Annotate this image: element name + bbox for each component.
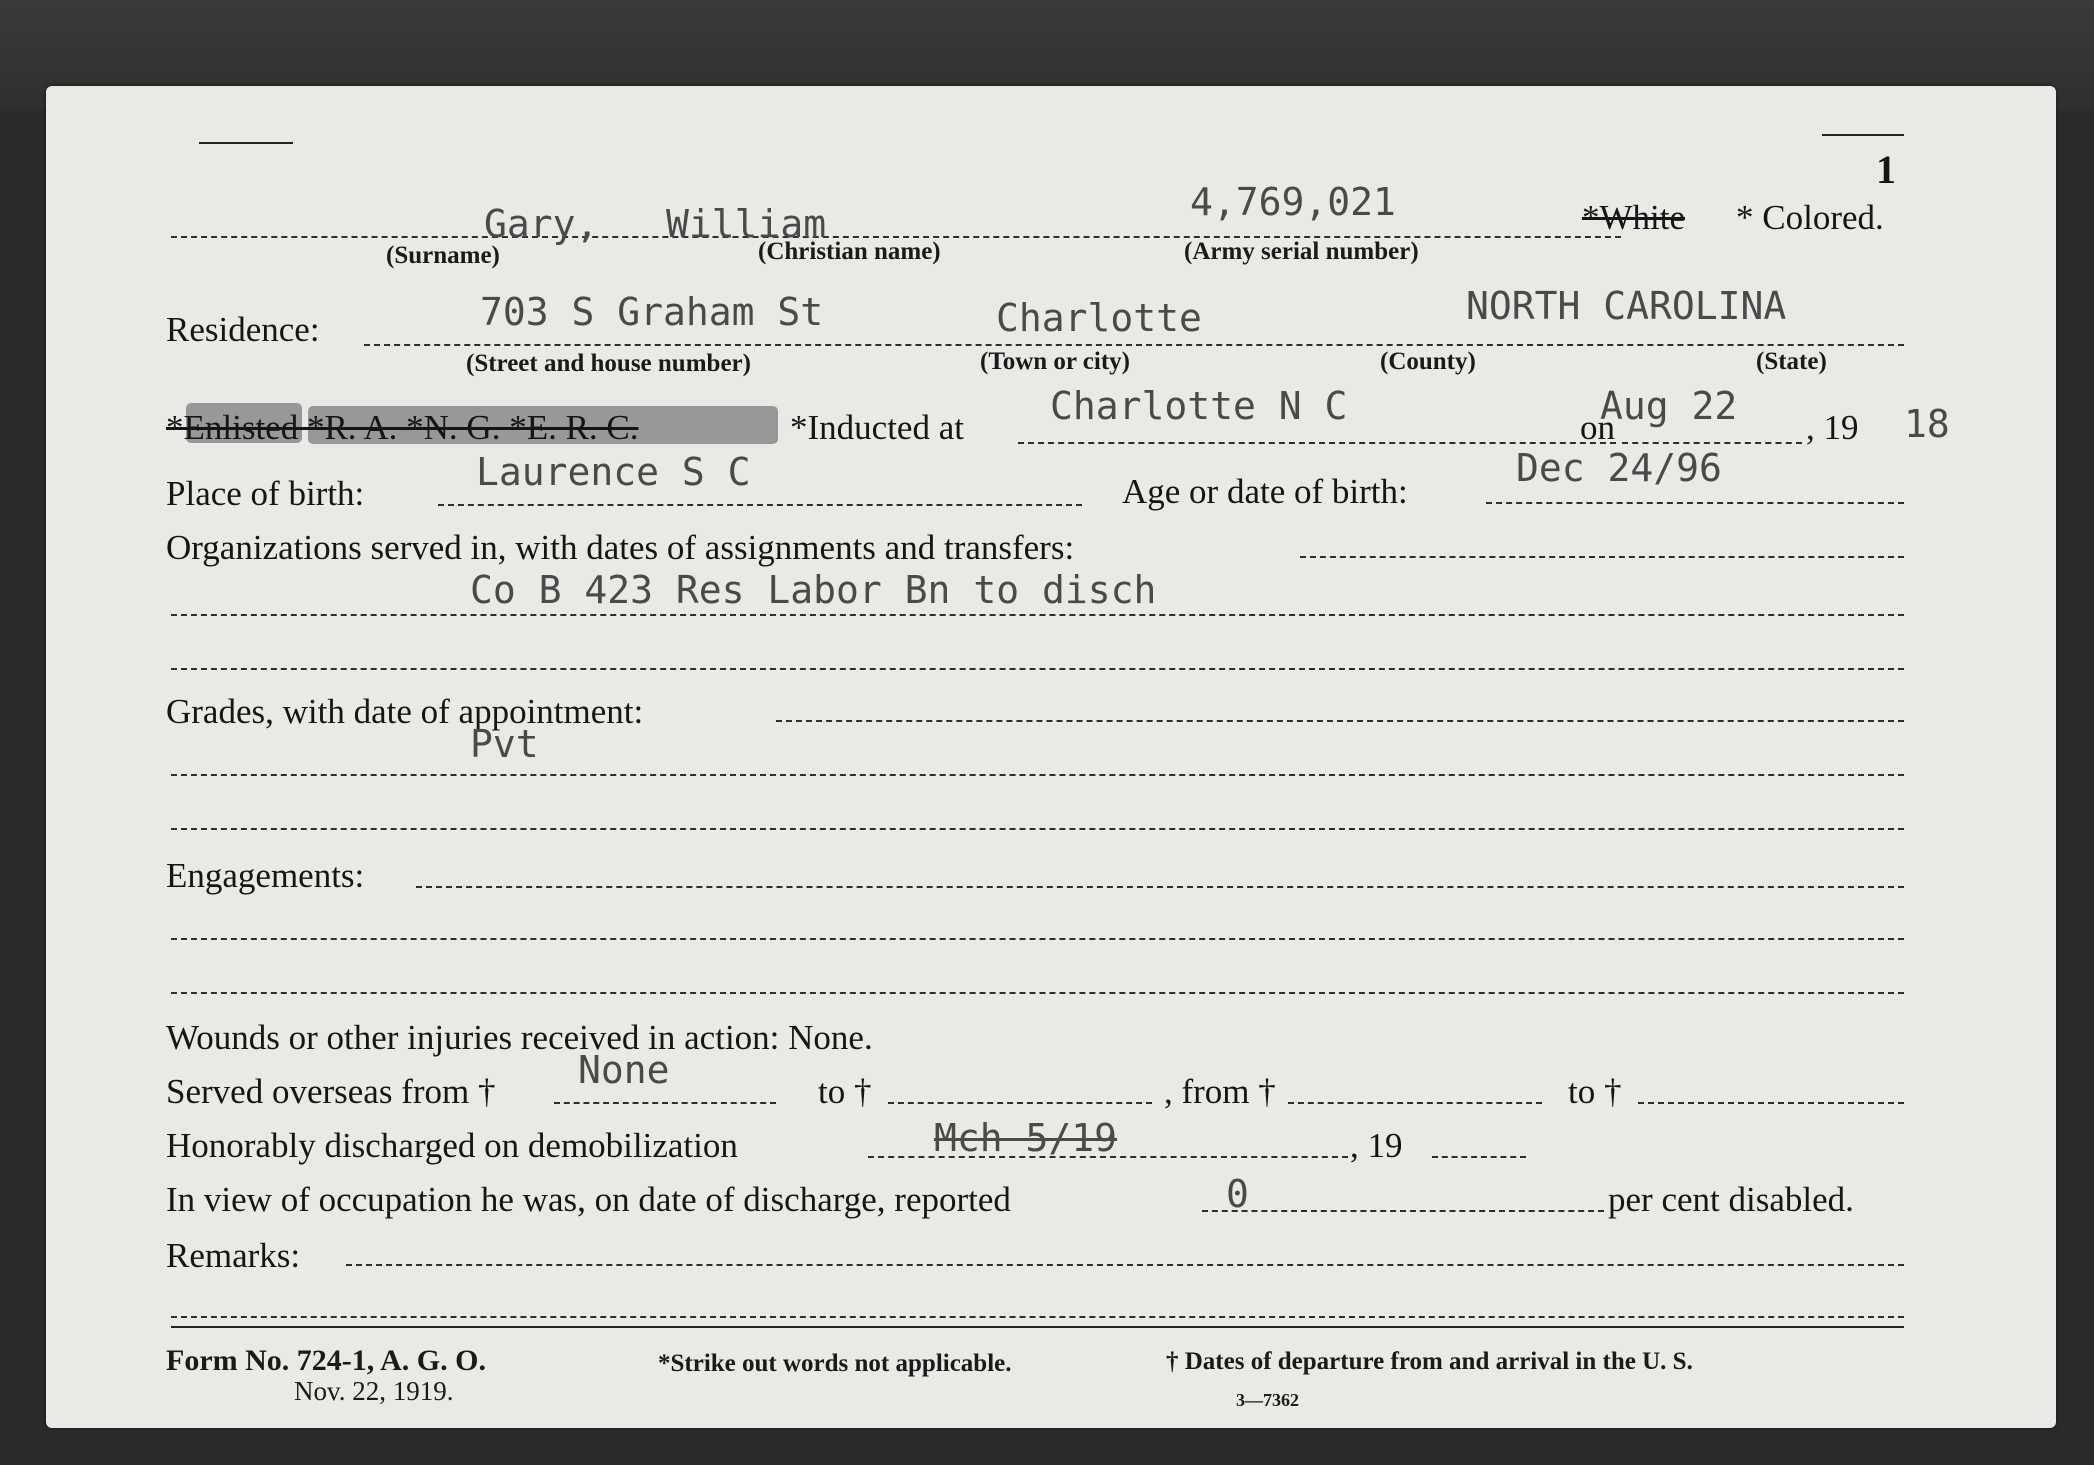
service-record-card <box>46 86 2056 1428</box>
grades-line-2 <box>171 774 1904 776</box>
enlisted-options-struck: *Enlisted *R. A. *N. G. *E. R. C. <box>166 408 639 447</box>
race-white-struck: *White <box>1582 198 1686 237</box>
overseas-from-line-2 <box>1288 1102 1542 1104</box>
town-value: Charlotte <box>996 296 1202 340</box>
engagements-line-1 <box>416 886 1904 888</box>
age-label: Age or date of birth: <box>1122 472 1408 511</box>
overseas-to-line-2 <box>1638 1102 1904 1104</box>
overseas-from-label: , from † <box>1164 1072 1276 1111</box>
occupation-label: In view of occupation he was, on date of discharge, reported <box>166 1180 1011 1219</box>
caption-serial-number: (Army serial number) <box>1184 238 1419 265</box>
caption-county: (County) <box>1380 348 1476 375</box>
race-colored: * Colored. <box>1736 198 1884 237</box>
card-number: 1 <box>1876 147 1896 192</box>
inducted-place-value: Charlotte N C <box>1050 384 1348 428</box>
age-value: Dec 24/96 <box>1516 446 1722 490</box>
discharge-label: Honorably discharged on demobilization <box>166 1126 738 1165</box>
birthplace-line <box>438 504 1082 506</box>
overseas-to-line <box>888 1102 1152 1104</box>
engagements-line-3 <box>171 992 1904 994</box>
surname-value: Gary, <box>484 202 599 246</box>
engagements-label: Engagements: <box>166 856 365 895</box>
inducted-date-line <box>1622 442 1802 444</box>
grades-line-3 <box>171 828 1904 830</box>
grades-label: Grades, with date of appointment: <box>166 692 644 731</box>
overseas-value: None <box>578 1048 670 1092</box>
birthplace-value: Laurence S C <box>476 450 751 494</box>
on-label: on <box>1580 408 1615 447</box>
form-number: Form No. 724-1, A. G. O. <box>166 1344 486 1377</box>
caption-state: (State) <box>1756 348 1827 375</box>
disabled-label: per cent disabled. <box>1608 1180 1854 1219</box>
caption-surname: (Surname) <box>386 242 500 269</box>
discharge-year-line <box>1432 1156 1526 1158</box>
inducted-year-value: 18 <box>1904 402 1950 446</box>
grades-line-1 <box>776 720 1904 722</box>
form-date: Nov. 22, 1919. <box>294 1376 454 1406</box>
organizations-line-3 <box>171 668 1904 670</box>
bottom-rule <box>171 1326 1904 1328</box>
state-value: NORTH CAROLINA <box>1466 284 1787 328</box>
street-value: 703 S Graham St <box>480 290 824 334</box>
organizations-value: Co B 423 Res Labor Bn to disch <box>470 568 1157 612</box>
wounds-label: Wounds or other injuries received in action: None. <box>166 1018 873 1057</box>
inducted-line <box>1018 442 1616 444</box>
serial-number-value: 4,769,021 <box>1190 180 1396 224</box>
discharge-value: Mch 5/19 <box>934 1116 1118 1160</box>
overseas-to-label-2: to † <box>1568 1072 1622 1111</box>
christian-name-value: William <box>666 202 827 246</box>
caption-christian-name: (Christian name) <box>758 238 941 265</box>
engagements-line-2 <box>171 938 1904 940</box>
footnote-dates: † Dates of departure from and arrival in the U. S. <box>1166 1348 1693 1375</box>
residence-line <box>364 344 1904 346</box>
print-code: 3—7362 <box>1236 1390 1299 1410</box>
overseas-label: Served overseas from † <box>166 1072 496 1111</box>
grades-value: Pvt <box>470 722 539 766</box>
discharge-year-prefix: , 19 <box>1350 1126 1403 1165</box>
birthplace-label: Place of birth: <box>166 474 365 513</box>
remarks-line-1 <box>346 1264 1904 1266</box>
remarks-line-2 <box>171 1316 1904 1318</box>
overseas-from-line <box>554 1102 776 1104</box>
organizations-line-2 <box>171 614 1904 616</box>
age-line <box>1486 502 1904 504</box>
disability-value: 0 <box>1226 1172 1249 1216</box>
inducted-date-value: Aug 22 <box>1600 384 1738 428</box>
footnote-strike-out: *Strike out words not applicable. <box>658 1350 1012 1377</box>
disability-line <box>1202 1210 1604 1212</box>
residence-label: Residence: <box>166 310 320 349</box>
organizations-line-1 <box>1300 556 1904 558</box>
organizations-label: Organizations served in, with dates of assignments and transfers: <box>166 528 1075 567</box>
top-right-rule <box>1822 134 1904 136</box>
top-left-rule <box>199 142 293 144</box>
caption-street: (Street and house number) <box>466 350 751 377</box>
caption-town: (Town or city) <box>980 348 1130 375</box>
year-prefix: , 19 <box>1806 408 1859 447</box>
overseas-to-label: to † <box>818 1072 872 1111</box>
remarks-label: Remarks: <box>166 1236 301 1275</box>
inducted-label: *Inducted at <box>790 408 964 447</box>
